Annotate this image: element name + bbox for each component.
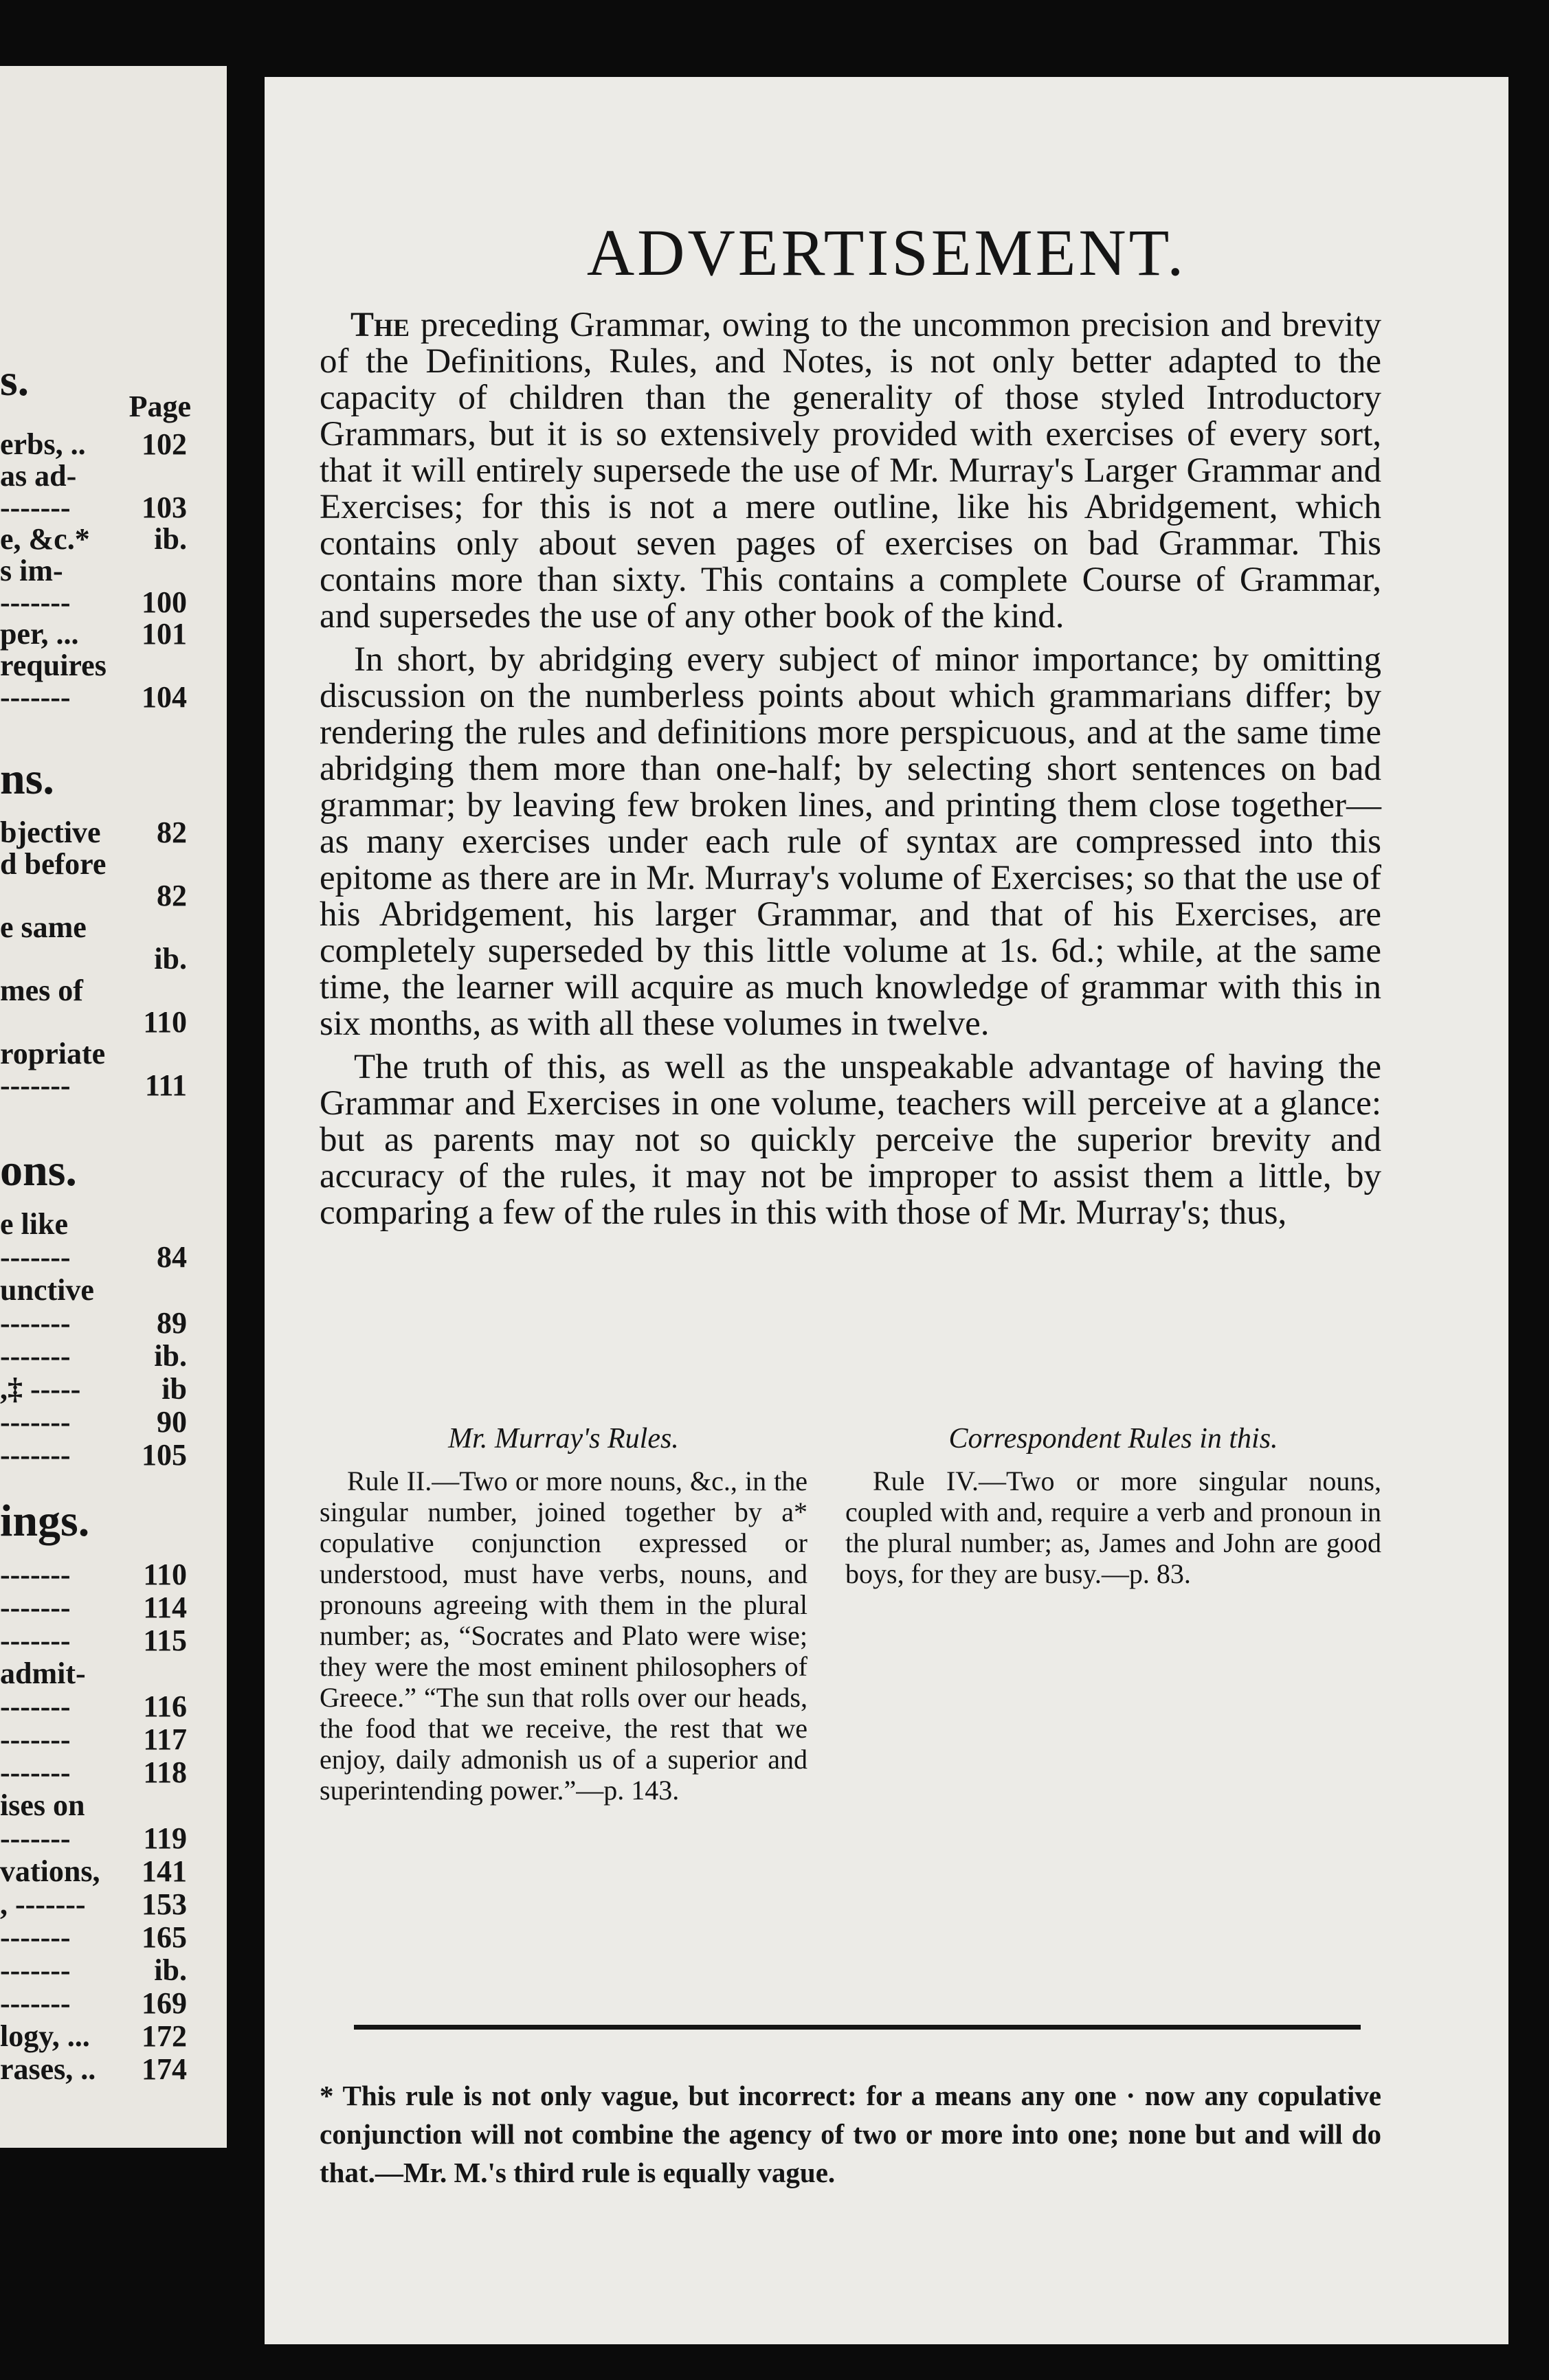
index-entry-page: 101 [142,617,187,651]
index-entry-text: logy, ... [0,2019,90,2053]
footnote: * This rule is not only vague, but incorrect: for a means any one · now any copulative conjunction will not combine the agency of two or more into one; none but and will do that.—Mr. M.'s third rule is equally vague. [320,2080,1381,2188]
index-entry-text: ------- [0,1953,71,1987]
index-entry-text: ------- [0,1240,71,1274]
index-entry-page: 104 [142,680,187,714]
index-entry-page: ib. [154,1339,187,1373]
index-entry-text: ------- [0,1920,71,1954]
index-entry-text: ropriate [0,1037,106,1070]
index-heading: ings. [0,1496,90,1546]
index-entry-page: 105 [142,1438,187,1472]
index-entry-page: 117 [143,1722,187,1756]
page-title: ADVERTISEMENT. [586,216,1187,289]
index-entry-page: 82 [157,816,187,849]
index-entry-page: 103 [142,491,187,524]
index-entry-page: 111 [144,1068,187,1102]
index-entry-page: ib [161,1372,187,1406]
correspondent-rule-text: Rule IV.—Two or more singular nouns, coupled with and, require a verb and pronoun in the plural number; as, James and John are good boys, for they are busy.—p. 83. [845,1466,1381,1589]
index-entry-page: 118 [143,1755,187,1789]
murray-rules-heading: Mr. Murray's Rules. [448,1423,679,1455]
index-entry-page: ib. [154,942,187,976]
index-entry-text: vations, [0,1854,100,1888]
index-entry-page: 110 [143,1558,187,1591]
index-entry-text: e same [0,910,87,944]
index-entry-page: 169 [142,1986,187,2020]
index-entry-text: ------- [0,1306,71,1340]
index-entry-page: 114 [143,1591,187,1624]
index-heading: s. [0,355,30,405]
book-page [265,77,1508,2344]
index-entry-page: 141 [142,1854,187,1888]
index-entry-text: mes of [0,974,83,1007]
index-entry-text: ------- [0,1986,71,2020]
index-entry-page: 90 [157,1405,187,1439]
index-entry-page: 102 [142,427,187,461]
correspondent-rules-heading: Correspondent Rules in this. [948,1423,1278,1455]
index-entry-page: 165 [142,1920,187,1954]
index-entry-page: 110 [143,1005,187,1039]
murray-rules-column [320,1424,807,1806]
murray-rule-text: Rule II.—Two or more nouns, &c., in the singular number, joined together by a* copulative conjunction expressed or understood, must have verbs, nouns, and pronouns agreeing with them in the plural number; as, “Socrates and Plato were wise; they were the most eminent philosophers of Greece.” “The sun that rolls over our heads, the food that we receive, the rest that we enjoy, daily admonish us of a superior and superintending power.”—p. 143. [320,1466,807,1806]
index-entry-text: ------- [0,1405,71,1439]
index-entry-text: ------- [0,1722,71,1756]
index-entry-text: rases, .. [0,2052,96,2086]
index-heading: ons. [0,1145,77,1195]
index-entry-text: ------- [0,491,71,524]
index-entry-page: ib. [154,522,187,556]
index-entry-text: ises on [0,1788,85,1822]
paragraph-1-text: preceding Grammar, owing to the uncommon precision and brevity of the Definitions, Rules, and Notes, is not only better adapted to the capacity of children than the generality of those styled Introductory Grammars, but it is so extensively provided with exercises of every sort, that it will entirely supersede the use of Mr. Murray's Larger Grammar and Exercises; for this is not a mere outline, like his Abridgement, which contains only about seven pages of exercises on bad Grammar. This contains more than sixty. This contains a complete Course of Grammar, and supersedes the use of any other book of the kind. [320,306,1381,636]
index-entry-page: 115 [143,1624,187,1657]
index-entry-text: ------- [0,585,71,619]
index-entry-page: 172 [142,2019,187,2053]
index-entry-page: 116 [143,1689,187,1723]
index-entry-text: ------- [0,1068,71,1102]
paragraph-1 [320,307,1381,635]
index-entry-page: 89 [157,1306,187,1340]
index-entry-text: ------- [0,1339,71,1373]
index-entry-text: ------- [0,680,71,714]
index-entry-page: 100 [142,585,187,619]
advertisement-body [320,307,1381,1238]
index-entry-text: ------- [0,1591,71,1624]
index-entry-text: erbs, .. [0,427,86,461]
index-entry-text: bjective [0,816,101,849]
index-entry-text: unctive [0,1273,94,1307]
index-entry-page: 84 [157,1240,187,1274]
index-entry-text: e, &c.* [0,522,90,556]
index-entry-text: per, ... [0,617,79,651]
index-entry-text: ------- [0,1689,71,1723]
index-entry-text: ------- [0,1624,71,1657]
index-entry-text: , ------- [0,1887,86,1921]
index-entry-text: ------- [0,1821,71,1855]
index-entry-page: 119 [143,1821,187,1855]
correspondent-rules-column [845,1424,1381,1589]
footnote-divider [354,2025,1361,2030]
index-heading: ns. [0,754,54,804]
index-page-label: Page [129,390,191,423]
index-entry-text: d before [0,847,107,881]
index-entry-text: ,‡ ----- [0,1372,81,1406]
paragraph-2: In short, by abridging every subject of minor importance; by omitting discussion on the numberless points about which grammarians differ; by rendering the rules and definitions more perspicuous, and at the same time abridging them more than one-half; by selecting short sentences on bad grammar; by leaving few broken lines, and printing them close together—as many exercises under each rule of syntax are compressed into this epitome as there are in Mr. Murray's volume of Exercises; so that the use of his Abridgement, his larger Grammar, and that of his Exercises, are completely superseded by this little volume at 1s. 6d.; while, at the same time, the learner will acquire as much knowledge of grammar with this in six months, as with all these volumes in twelve. [320,640,1381,1043]
index-entry-page: 82 [157,879,187,912]
index-entry-page: 174 [142,2052,187,2086]
index-entry-page: 153 [142,1887,187,1921]
paragraph-3: The truth of this, as well as the unspeakable advantage of having the Grammar and Exercises in one volume, teachers will perceive at a glance: but as parents may not so quickly perceive the superior brevity and accuracy of the rules, it may not be improper to assist them a little, by comparing a few of the rules in this with those of Mr. Murray's; thus, [320,1048,1381,1232]
index-entry-text: ------- [0,1558,71,1591]
index-entry-text: requires [0,649,107,682]
index-entry-text: as ad- [0,459,77,493]
index-entry-text: e like [0,1207,68,1241]
index-entry-page: ib. [154,1953,187,1987]
index-entry-text: ------- [0,1755,71,1789]
index-entry-text: s im- [0,554,63,587]
left-facing-page [0,66,227,2148]
index-entry-text: ------- [0,1438,71,1472]
index-entry-text: admit- [0,1657,86,1690]
dropcap-word: The [350,306,410,344]
